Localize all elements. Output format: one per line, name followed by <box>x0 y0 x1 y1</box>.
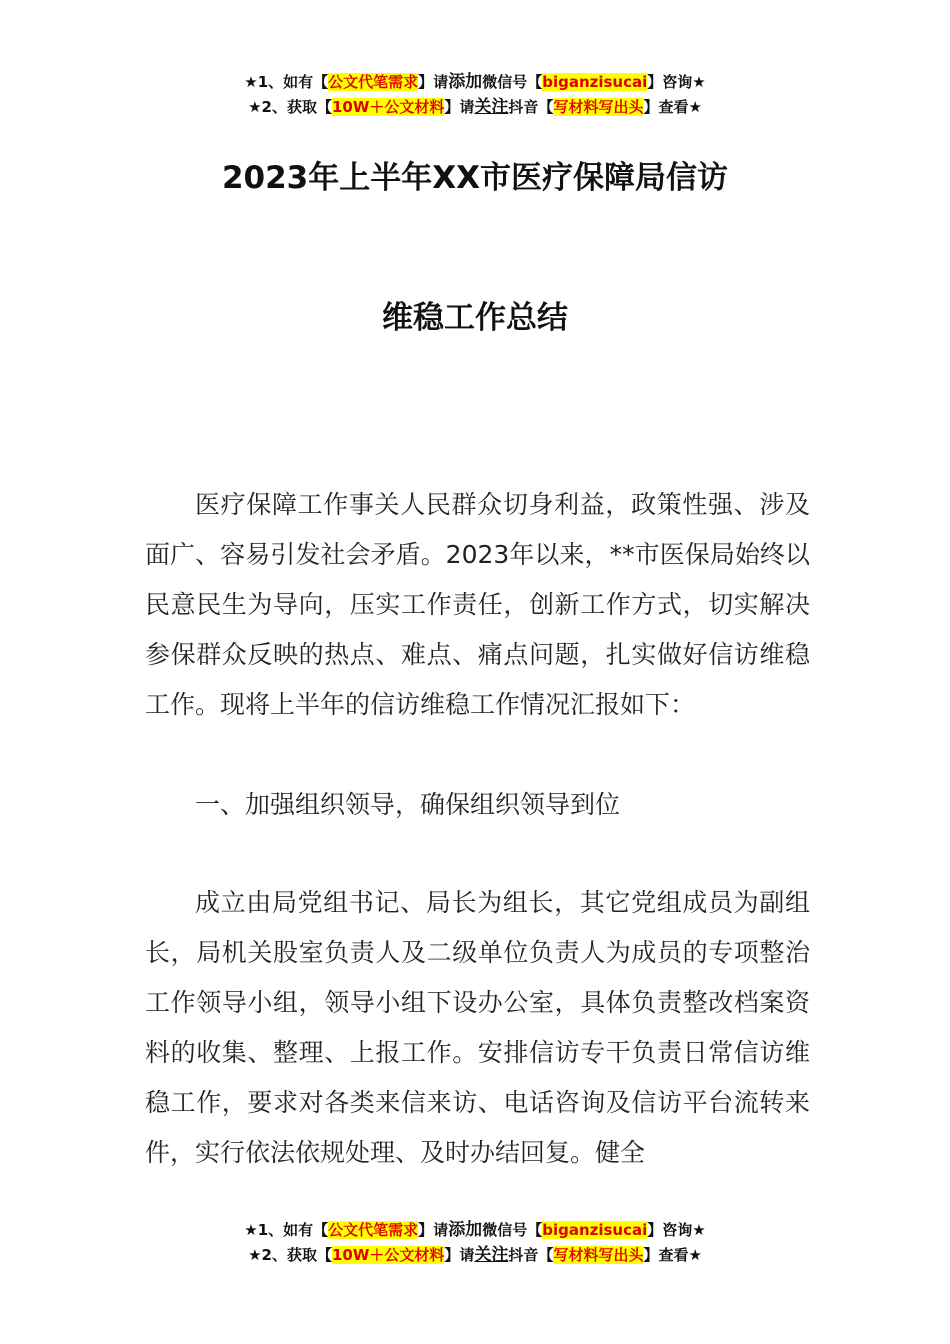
promo-line-1 <box>0 70 950 95</box>
promo-highlight: 公文代笔需求 <box>328 73 419 91</box>
promo-banner-bottom <box>0 1218 950 1268</box>
promo-highlight: 10W＋公文材料 <box>331 98 445 116</box>
promo-douyin-id: 写材料写出头 <box>553 1246 644 1264</box>
paragraph-text: 成立由局党组书记、局长为组长，其它党组成员为副组长，局机关股室负责人及二级单位负责人为成员的专项整治工作领导小组，领导小组下设办公室，具体负责整改档案资料的收集、整理、上报工作。安排信访专干负责日常信访维稳工作，要求对各类来信来访、电话咨询及信访平台流转来件，实行依法依规处理、及时办结回复。健全 <box>145 888 810 1167</box>
intro-paragraph <box>145 480 810 730</box>
document-title-line-1: 2023年上半年XX市医疗保障局信访 <box>221 160 729 196</box>
promo-text: 】查看★ <box>643 1246 702 1264</box>
promo-douyin-id: 写材料写出头 <box>553 98 644 116</box>
promo-text: 】咨询★ <box>647 73 706 91</box>
promo-banner-top <box>0 70 950 120</box>
promo-text: ★1、如有【 <box>244 1221 329 1239</box>
promo-highlight: 公文代笔需求 <box>328 1221 419 1239</box>
promo-highlight: 10W＋公文材料 <box>331 1246 445 1264</box>
promo-text: ★2、获取【 <box>248 1246 332 1264</box>
promo-text: 微信号【 <box>482 1221 543 1239</box>
paragraph-text: 医疗保障工作事关人民群众切身利益，政策性强、涉及面广、容易引发社会矛盾。2023年以来，**市医保局始终以民意民生为导向，压实工作责任，创新工作方式，切实解决参保群众反映的热点、难点、痛点问题，扎实做好信访维稳工作。现将上半年的信访维稳工作情况汇报如下： <box>145 490 810 719</box>
promo-line-2 <box>0 95 950 120</box>
promo-wechat-id: biganzisucai <box>542 73 648 91</box>
promo-emphasis: 添加 <box>448 1220 483 1240</box>
promo-text: 微信号【 <box>482 73 543 91</box>
promo-text: ★2、获取【 <box>248 98 332 116</box>
promo-text: 】咨询★ <box>647 1221 706 1239</box>
promo-emphasis: 关注 <box>474 1245 509 1265</box>
promo-text: 】请 <box>418 73 449 91</box>
promo-text: 抖音【 <box>508 98 554 116</box>
section-heading-1 <box>145 780 810 830</box>
promo-line-2 <box>0 1243 950 1268</box>
promo-text: 】请 <box>444 98 475 116</box>
section-1-paragraph <box>145 878 810 1178</box>
promo-wechat-id: biganzisucai <box>542 1221 648 1239</box>
promo-line-1 <box>0 1218 950 1243</box>
promo-text: 抖音【 <box>508 1246 554 1264</box>
promo-text: 】查看★ <box>643 98 702 116</box>
promo-emphasis: 添加 <box>448 72 483 92</box>
promo-emphasis: 关注 <box>474 97 509 117</box>
heading-text: 一、加强组织领导，确保组织领导到位 <box>195 790 621 819</box>
document-title-line-2: 维稳工作总结 <box>382 300 568 336</box>
promo-text: 】请 <box>418 1221 449 1239</box>
promo-text: 】请 <box>444 1246 475 1264</box>
promo-text: ★1、如有【 <box>244 73 329 91</box>
